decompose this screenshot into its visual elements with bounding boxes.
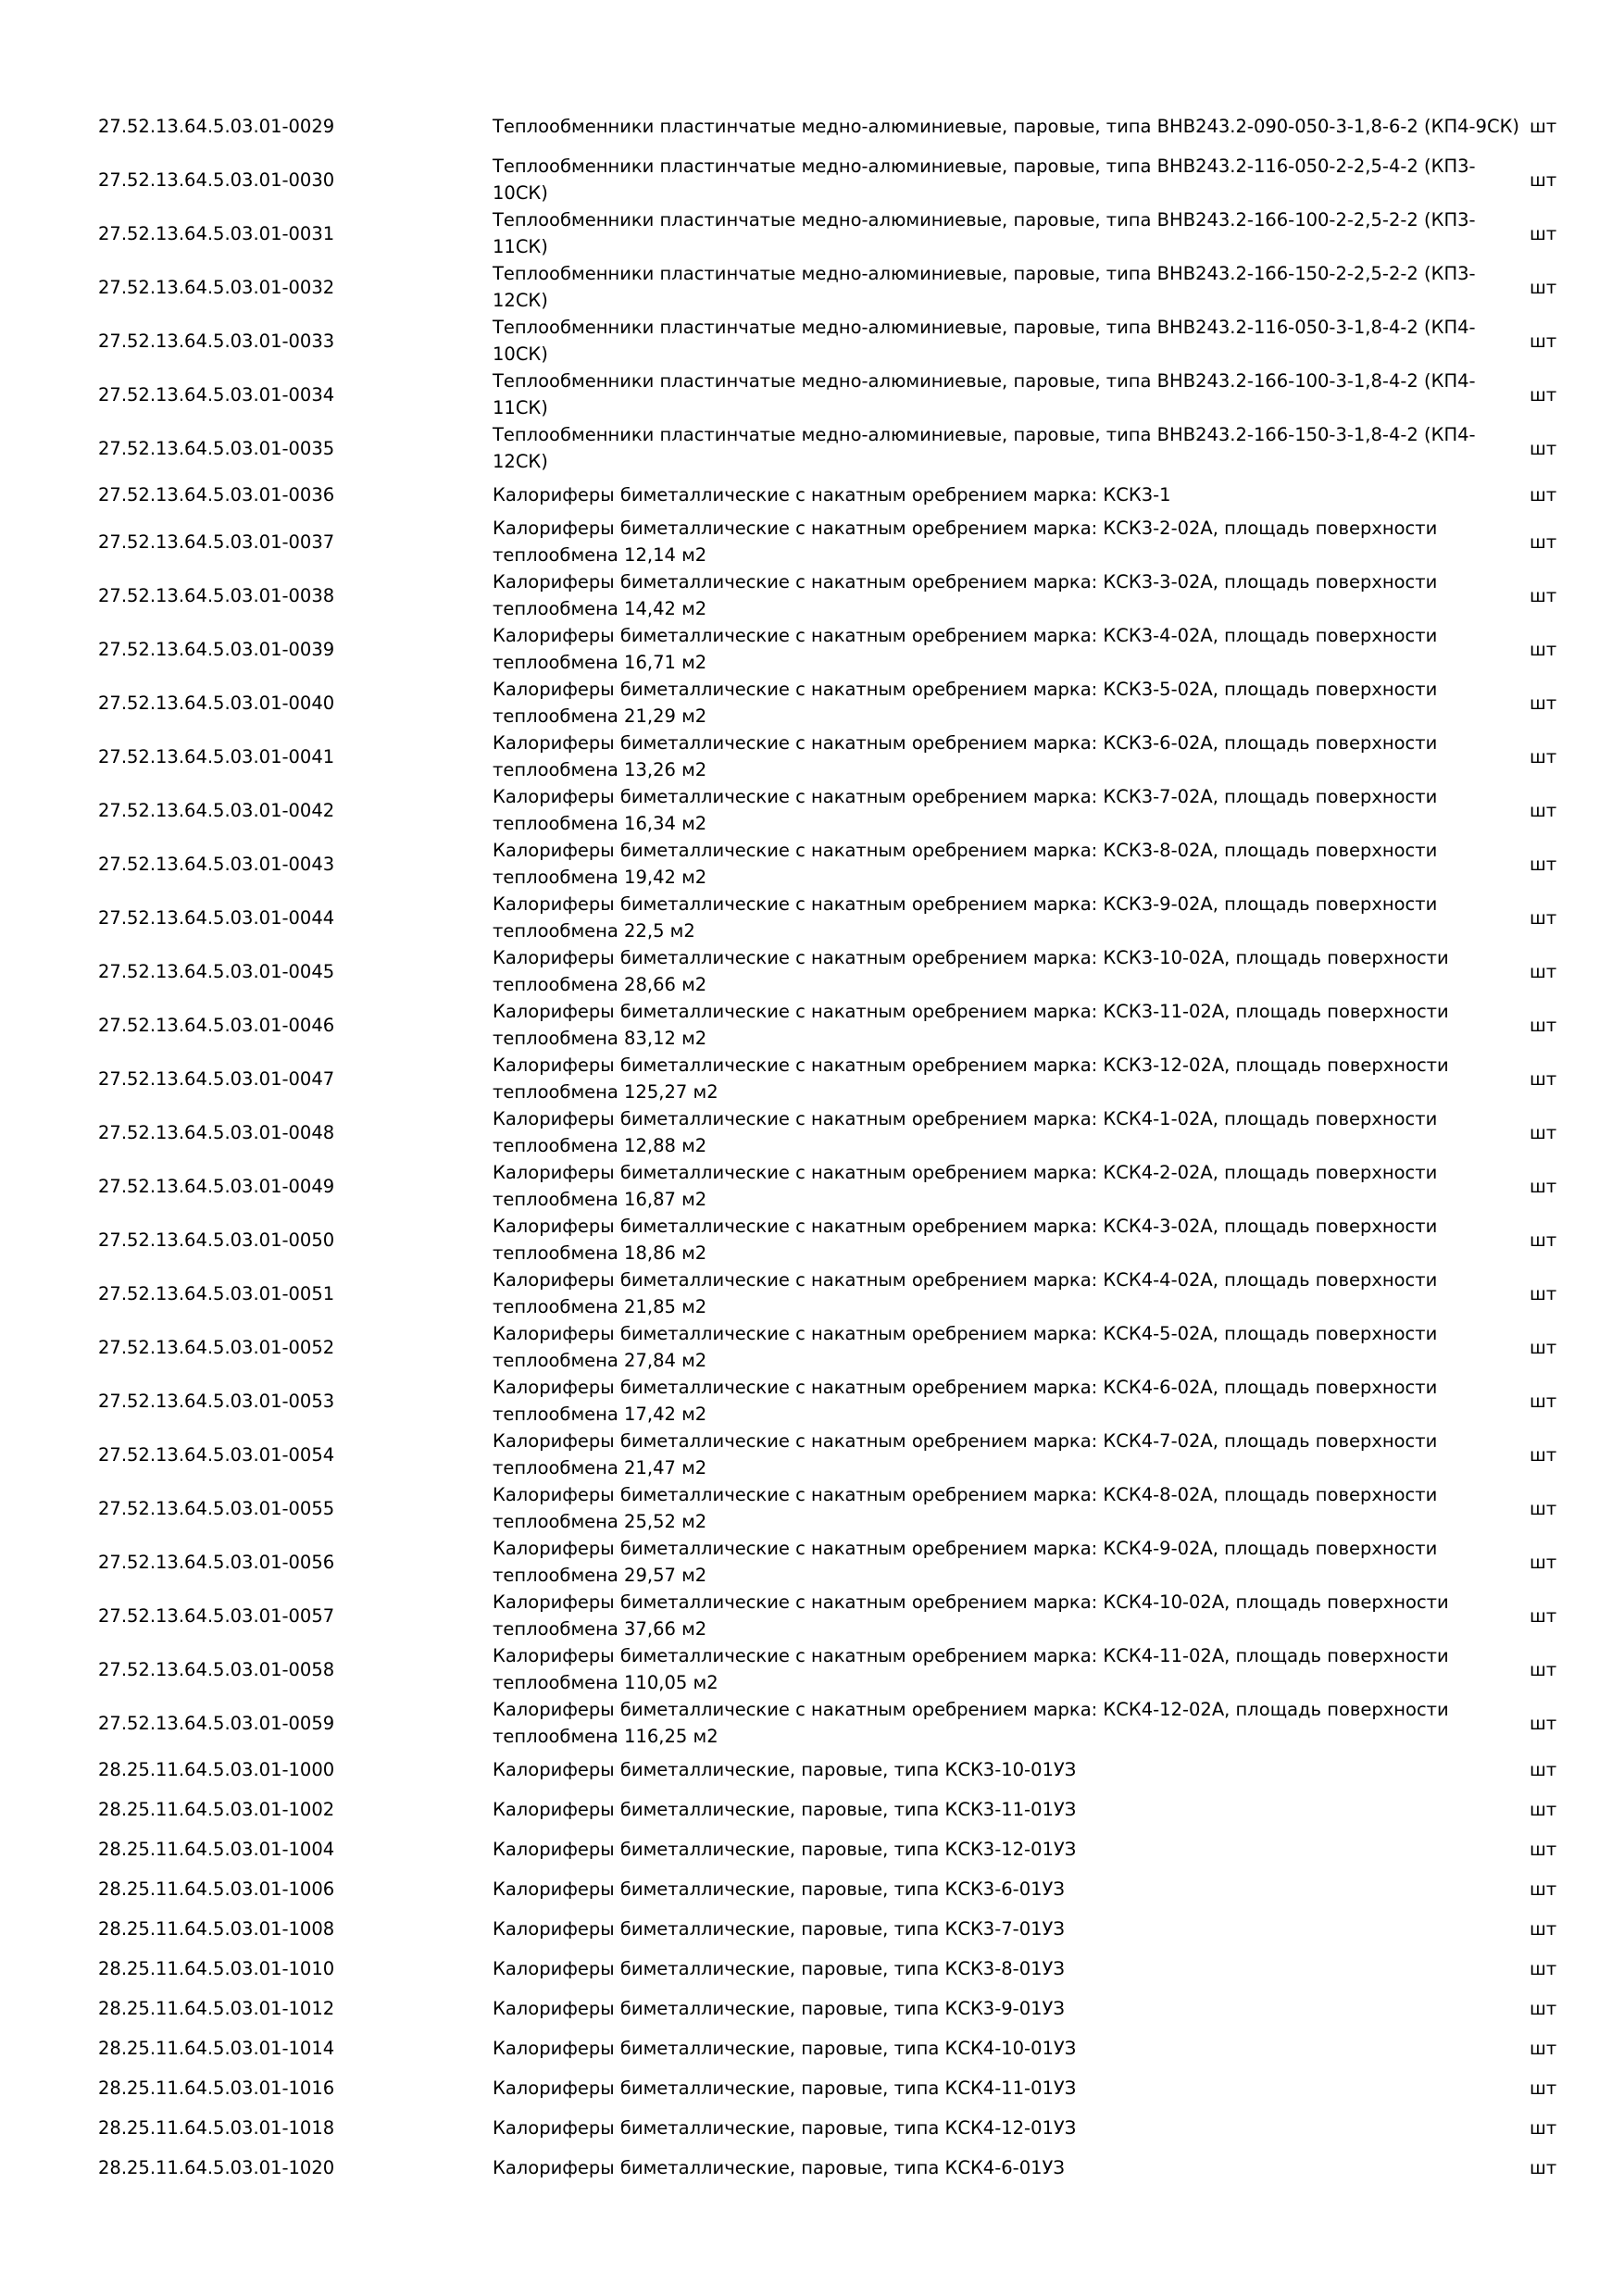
row-name: Теплообменники пластинчатые медно-алюминиевые, паровые, типа ВНВ243.2-116-050-3-1,8-4-2 (КП4-10СК) [493,317,1476,365]
row-name: Калориферы биметаллические с накатным оребрением марка: КСК4-2-02А, площадь поверхности теплообмена 16,87 м2 [493,1162,1438,1210]
row-unit: шт [1530,1014,1557,1036]
table-row [98,1213,1581,1267]
row-code: 27.52.13.64.5.03.01-0030 [98,168,335,191]
table-row [98,1989,1581,2028]
row-code: 27.52.13.64.5.03.01-0038 [98,584,335,606]
row-unit: шт [1530,1390,1557,1412]
row-name: Калориферы биметаллические, паровые, типа КСК4-11-01УЗ [493,2078,1077,2099]
table-row [98,1159,1581,1213]
table-row [98,1374,1581,1428]
row-code: 27.52.13.64.5.03.01-0052 [98,1336,335,1358]
row-unit: шт [1530,1958,1557,1979]
row-unit: шт [1530,2117,1557,2139]
table-row [98,1790,1581,1829]
row-name: Калориферы биметаллические, паровые, типа КСК4-12-01УЗ [493,2117,1077,2139]
row-name: Калориферы биметаллические, паровые, типа КСК3-8-01УЗ [493,1958,1065,1979]
row-unit: шт [1530,906,1557,929]
table-row [98,568,1581,622]
row-name: Калориферы биметаллические с накатным оребрением марка: КСК3-2-02А, площадь поверхности теплообмена 12,14 м2 [493,518,1438,566]
row-unit: шт [1530,484,1557,505]
row-unit: шт [1530,168,1557,191]
table-row [98,891,1581,944]
table-row [98,1481,1581,1535]
table-row [98,676,1581,730]
table-row [98,783,1581,837]
table-row [98,837,1581,891]
catalog-table [98,99,1581,2188]
row-code: 27.52.13.64.5.03.01-0034 [98,383,335,406]
table-row [98,260,1581,314]
row-unit: шт [1530,2038,1557,2059]
row-unit: шт [1530,530,1557,553]
row-name: Калориферы биметаллические с накатным оребрением марка: КСК3-7-02А, площадь поверхности теплообмена 16,34 м2 [493,786,1438,834]
table-row [98,1642,1581,1696]
table-row [98,515,1581,568]
table-row [98,314,1581,368]
row-code: 27.52.13.64.5.03.01-0047 [98,1067,335,1090]
table-row [98,1105,1581,1159]
table-row [98,1829,1581,1869]
row-name: Теплообменники пластинчатые медно-алюминиевые, паровые, типа ВНВ243.2-166-100-3-1,8-4-2 (КП4-11СК) [493,370,1476,418]
row-code: 27.52.13.64.5.03.01-0056 [98,1551,335,1573]
row-unit: шт [1530,2157,1557,2178]
row-code: 28.25.11.64.5.03.01-1014 [98,2038,335,2059]
table-row [98,622,1581,676]
row-name: Теплообменники пластинчатые медно-алюминиевые, паровые, типа ВНВ243.2-166-100-2-2,5-2-2 (КП3-11СК) [493,209,1476,257]
row-code: 27.52.13.64.5.03.01-0057 [98,1604,335,1627]
row-unit: шт [1530,1759,1557,1780]
row-unit: шт [1530,1799,1557,1820]
row-unit: шт [1530,799,1557,821]
row-unit: шт [1530,276,1557,298]
row-code: 27.52.13.64.5.03.01-0042 [98,799,335,821]
row-unit: шт [1530,1067,1557,1090]
table-row [98,1267,1581,1320]
row-name: Калориферы биметаллические с накатным оребрением марка: КСК3-10-02А, площадь поверхности теплообмена 28,66 м2 [493,947,1449,995]
table-row [98,1869,1581,1909]
row-name: Калориферы биметаллические, паровые, типа КСК4-10-01УЗ [493,2038,1077,2059]
table-row [98,730,1581,783]
row-code: 27.52.13.64.5.03.01-0032 [98,276,335,298]
row-unit: шт [1530,1604,1557,1627]
table-row [98,1320,1581,1374]
table-row [98,368,1581,421]
row-unit: шт [1530,1229,1557,1251]
table-row [98,944,1581,998]
table-row [98,1052,1581,1105]
row-name: Калориферы биметаллические с накатным оребрением марка: КСК4-4-02А, площадь поверхности теплообмена 21,85 м2 [493,1269,1438,1317]
row-unit: шт [1530,1658,1557,1680]
row-name: Калориферы биметаллические, паровые, типа КСК3-9-01УЗ [493,1998,1065,2019]
row-name: Калориферы биметаллические с накатным оребрением марка: КСК3-4-02А, площадь поверхности теплообмена 16,71 м2 [493,625,1438,673]
row-code: 28.25.11.64.5.03.01-1016 [98,2078,335,2099]
row-unit: шт [1530,1712,1557,1734]
row-name: Калориферы биметаллические, паровые, типа КСК3-12-01УЗ [493,1839,1077,1860]
row-code: 28.25.11.64.5.03.01-1012 [98,1998,335,2019]
row-unit: шт [1530,745,1557,767]
row-unit: шт [1530,1551,1557,1573]
row-unit: шт [1530,1839,1557,1860]
table-row [98,2108,1581,2148]
row-name: Калориферы биметаллические с накатным оребрением марка: КСК4-9-02А, площадь поверхности теплообмена 29,57 м2 [493,1538,1438,1586]
row-unit: шт [1530,853,1557,875]
row-name: Калориферы биметаллические с накатным оребрением марка: КСК4-5-02А, площадь поверхности теплообмена 27,84 м2 [493,1323,1438,1371]
row-unit: шт [1530,222,1557,244]
row-code: 27.52.13.64.5.03.01-0045 [98,960,335,982]
row-unit: шт [1530,1497,1557,1519]
row-code: 27.52.13.64.5.03.01-0049 [98,1175,335,1197]
row-name: Калориферы биметаллические с накатным оребрением марка: КСК4-3-02А, площадь поверхности теплообмена 18,86 м2 [493,1216,1438,1264]
table-row [98,2068,1581,2108]
row-name: Калориферы биметаллические с накатным оребрением марка: КСК3-8-02А, площадь поверхности теплообмена 19,42 м2 [493,840,1438,888]
row-unit: шт [1530,1175,1557,1197]
row-name: Теплообменники пластинчатые медно-алюминиевые, паровые, типа ВНВ243.2-166-150-3-1,8-4-2 (КП4-12СК) [493,424,1476,472]
table-row [98,1750,1581,1790]
row-code: 27.52.13.64.5.03.01-0048 [98,1121,335,1143]
row-unit: шт [1530,1282,1557,1304]
row-code: 27.52.13.64.5.03.01-0029 [98,115,335,137]
row-name: Калориферы биметаллические с накатным оребрением марка: КСК4-8-02А, площадь поверхности теплообмена 25,52 м2 [493,1484,1438,1532]
row-code: 27.52.13.64.5.03.01-0046 [98,1014,335,1036]
catalog-body [98,99,1581,2188]
row-unit: шт [1530,1918,1557,1940]
table-row [98,1428,1581,1481]
row-code: 27.52.13.64.5.03.01-0055 [98,1497,335,1519]
row-name: Калориферы биметаллические с накатным оребрением марка: КСК4-10-02А, площадь поверхности теплообмена 37,66 м2 [493,1591,1449,1640]
row-code: 27.52.13.64.5.03.01-0043 [98,853,335,875]
row-code: 28.25.11.64.5.03.01-1000 [98,1759,335,1780]
row-code: 27.52.13.64.5.03.01-0041 [98,745,335,767]
row-unit: шт [1530,1336,1557,1358]
row-code: 28.25.11.64.5.03.01-1002 [98,1799,335,1820]
row-code: 28.25.11.64.5.03.01-1018 [98,2117,335,2139]
table-row [98,1949,1581,1989]
table-row [98,421,1581,475]
row-name: Калориферы биметаллические с накатным оребрением марка: КСК3-3-02А, площадь поверхности теплообмена 14,42 м2 [493,571,1438,619]
table-row [98,1696,1581,1750]
row-code: 27.52.13.64.5.03.01-0044 [98,906,335,929]
table-row [98,206,1581,260]
row-name: Калориферы биметаллические с накатным оребрением марка: КСК4-12-02А, площадь поверхности теплообмена 116,25 м2 [493,1699,1449,1747]
row-code: 27.52.13.64.5.03.01-0040 [98,692,335,714]
row-unit: шт [1530,584,1557,606]
row-code: 27.52.13.64.5.03.01-0033 [98,330,335,352]
table-row [98,998,1581,1052]
table-row [98,2148,1581,2188]
row-code: 27.52.13.64.5.03.01-0050 [98,1229,335,1251]
row-name: Калориферы биметаллические с накатным оребрением марка: КСК3-6-02А, площадь поверхности теплообмена 13,26 м2 [493,732,1438,780]
table-row [98,99,1581,153]
row-name: Калориферы биметаллические с накатным оребрением марка: КСК4-11-02А, площадь поверхности теплообмена 110,05 м2 [493,1645,1449,1693]
row-name: Калориферы биметаллические с накатным оребрением марка: КСК3-5-02А, площадь поверхности теплообмена 21,29 м2 [493,679,1438,727]
row-code: 27.52.13.64.5.03.01-0053 [98,1390,335,1412]
row-name: Калориферы биметаллические, паровые, типа КСК3-6-01УЗ [493,1878,1065,1900]
row-unit: шт [1530,437,1557,459]
row-name: Калориферы биметаллические с накатным оребрением марка: КСК4-6-02А, площадь поверхности теплообмена 17,42 м2 [493,1377,1438,1425]
row-code: 28.25.11.64.5.03.01-1004 [98,1839,335,1860]
row-name: Калориферы биметаллические, паровые, типа КСК3-11-01УЗ [493,1799,1077,1820]
row-name: Калориферы биметаллические с накатным оребрением марка: КСК3-11-02А, площадь поверхности теплообмена 83,12 м2 [493,1001,1449,1049]
row-name: Калориферы биметаллические с накатным оребрением марка: КСК3-12-02А, площадь поверхности теплообмена 125,27 м2 [493,1054,1449,1103]
row-code: 27.52.13.64.5.03.01-0036 [98,484,335,505]
row-code: 27.52.13.64.5.03.01-0031 [98,222,335,244]
row-name: Калориферы биметаллические, паровые, типа КСК3-7-01УЗ [493,1918,1065,1940]
row-unit: шт [1530,115,1557,137]
table-row [98,2028,1581,2068]
row-code: 27.52.13.64.5.03.01-0054 [98,1443,335,1466]
table-row [98,153,1581,206]
row-name: Теплообменники пластинчатые медно-алюминиевые, паровые, типа ВНВ243.2-116-050-2-2,5-4-2 (КП3-10СК) [493,156,1476,204]
row-unit: шт [1530,1878,1557,1900]
row-code: 27.52.13.64.5.03.01-0058 [98,1658,335,1680]
row-unit: шт [1530,1998,1557,2019]
row-code: 27.52.13.64.5.03.01-0059 [98,1712,335,1734]
row-name: Калориферы биметаллические с накатным оребрением марка: КСК3-9-02А, площадь поверхности теплообмена 22,5 м2 [493,893,1438,942]
table-row [98,1909,1581,1949]
row-unit: шт [1530,1121,1557,1143]
row-name: Калориферы биметаллические с накатным оребрением марка: КСК4-7-02А, площадь поверхности теплообмена 21,47 м2 [493,1430,1438,1479]
table-row [98,1535,1581,1589]
row-name: Теплообменники пластинчатые медно-алюминиевые, паровые, типа ВНВ243.2-166-150-2-2,5-2-2 (КП3-12СК) [493,263,1476,311]
row-name: Калориферы биметаллические, паровые, типа КСК3-10-01УЗ [493,1759,1077,1780]
row-code: 27.52.13.64.5.03.01-0039 [98,638,335,660]
row-unit: шт [1530,383,1557,406]
row-unit: шт [1530,1443,1557,1466]
table-row [98,1589,1581,1642]
row-unit: шт [1530,330,1557,352]
row-name: Калориферы биметаллические с накатным оребрением марка: КСК4-1-02А, площадь поверхности теплообмена 12,88 м2 [493,1108,1438,1156]
row-unit: шт [1530,638,1557,660]
row-code: 28.25.11.64.5.03.01-1006 [98,1878,335,1900]
row-name: Калориферы биметаллические, паровые, типа КСК4-6-01УЗ [493,2157,1065,2178]
row-code: 28.25.11.64.5.03.01-1020 [98,2157,335,2178]
row-unit: шт [1530,692,1557,714]
row-unit: шт [1530,2078,1557,2099]
row-code: 27.52.13.64.5.03.01-0037 [98,530,335,553]
row-name: Калориферы биметаллические с накатным оребрением марка: КСК3-1 [493,484,1171,505]
row-code: 28.25.11.64.5.03.01-1008 [98,1918,335,1940]
row-code: 27.52.13.64.5.03.01-0051 [98,1282,335,1304]
row-unit: шт [1530,960,1557,982]
table-row [98,475,1581,515]
row-code: 28.25.11.64.5.03.01-1010 [98,1958,335,1979]
row-name: Теплообменники пластинчатые медно-алюминиевые, паровые, типа ВНВ243.2-090-050-3-1,8-6-2 (КП4-9СК) [493,115,1520,137]
row-code: 27.52.13.64.5.03.01-0035 [98,437,335,459]
